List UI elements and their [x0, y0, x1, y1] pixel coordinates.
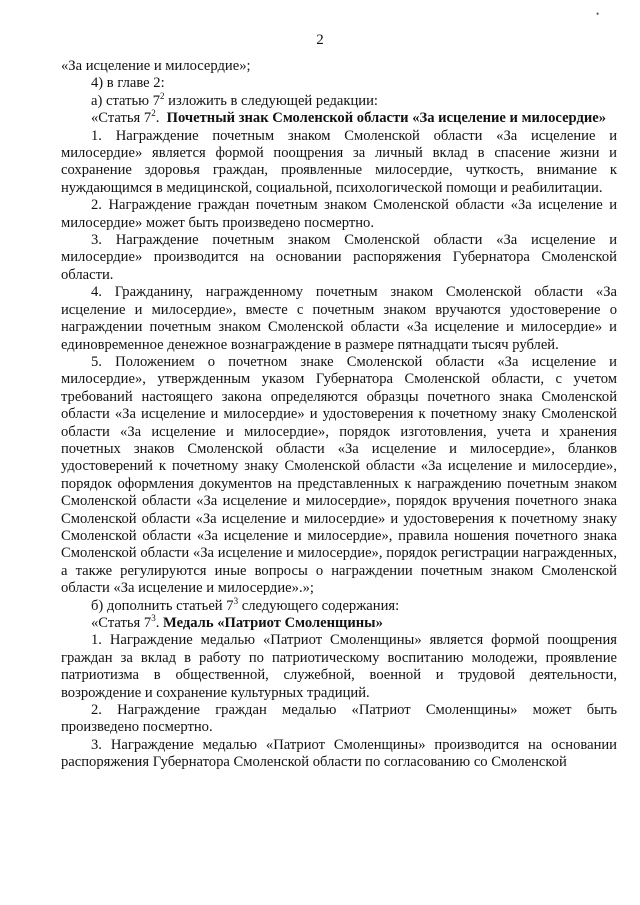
article-7-3-para-3: 3. Награждение медалью «Патриот Смоленщины» производится на основании распоряжения Губернатора Смоленской области по согласованию со Смоленской: [61, 736, 617, 771]
subitem-a: а) статью $7^2$ изложить в следующей редакции:: [91, 90, 378, 109]
chapter-item: 4) в главе 2:: [91, 75, 165, 92]
article-7-2-para-5: 5. Положением о почетном знаке Смоленской области «За исцеление и милосердие», утвержденным указом Губернатора Смоленской области, с учетом требований настоящего закона определяются образцы почетного знака Смоленской области «За исцеление и милосердие» и удостоверения к почетному знаку Смоленской области «За исцеление и милосердие», порядок изготовления, учета и хранения почетных знаков Смоленской области «За исцеление и милосердие», бланков удостоверений к почетному знаку Смоленской области «За исцеление и милосердие», порядок оформления документов на представленных к награждению почетным знаком Смоленской области «За исцеление и милосердие», порядок вручения почетного знака Смоленской области «За исцеление и милосердие» и удостоверения к почетному знаку Смоленской области «За исцеление и милосердие», правила ношения почетного знака Смоленской области «За исцеление и милосердие», порядок регистрации награжденных, а также регулируются иные вопросы о награждении почетным знаком Смоленской области «За исцеление и милосердие».»;: [61, 353, 617, 597]
article-7-2-para-4: 4. Гражданину, награжденному почетным знаком Смоленской области «За исцеление и милосердие», вместе с почетным знаком вручаются удостоверение о награждении почетным знаком Смоленской области «За исцеление и милосердие» и единовременное денежное вознаграждение в размере пятнадцати тысяч рублей.: [61, 284, 617, 353]
article-7-2-heading: «Статья $7^2$. Почетный знак Смоленской области «За исцеление и милосердие»: [91, 108, 607, 127]
article-7-3-para-1: 1. Награждение медалью «Патриот Смоленщины» является формой поощрения граждан за вклад в работу по патриотическому воспитанию молодежи, проявление патриотизма в общественной, служебной, военной и трудовой деятельности, возрождение и сохранение культурных традиций.: [61, 632, 617, 701]
document-body: [61, 58, 617, 772]
article-7-3-para-2: 2. Награждение граждан медалью «Патриот Смоленщины» может быть произведено посмертно.: [61, 702, 617, 736]
article-7-3-heading: «Статья $7^3$. Медаль «Патриот Смоленщины»: [91, 613, 383, 631]
subitem-b: б) дополнить статьей $7^3$ следующего содержания:: [91, 595, 400, 614]
article-7-2-para-3: 3. Награждение почетным знаком Смоленской области «За исцеление и милосердие» производится на основании распоряжения Губернатора Смоленской области.: [61, 232, 617, 283]
page-number: 2: [316, 32, 324, 48]
article-7-2-para-2: 2. Награждение граждан почетным знаком Смоленской области «За исцеление и милосердие» может быть произведено посмертно.: [61, 197, 617, 231]
corner-mark: •: [596, 9, 600, 19]
article-7-2-para-1: 1. Награждение почетным знаком Смоленской области «За исцеление и милосердие» является формой поощрения за личный вклад в спасение жизни и сохранение здоровья граждан, проявленные милосердие, чуткость, внимание к нуждающимся в медицинской, социальной, психологической помощи и реабилитации.: [61, 127, 617, 196]
continuation-line: «За исцеление и милосердие»;: [61, 58, 251, 74]
